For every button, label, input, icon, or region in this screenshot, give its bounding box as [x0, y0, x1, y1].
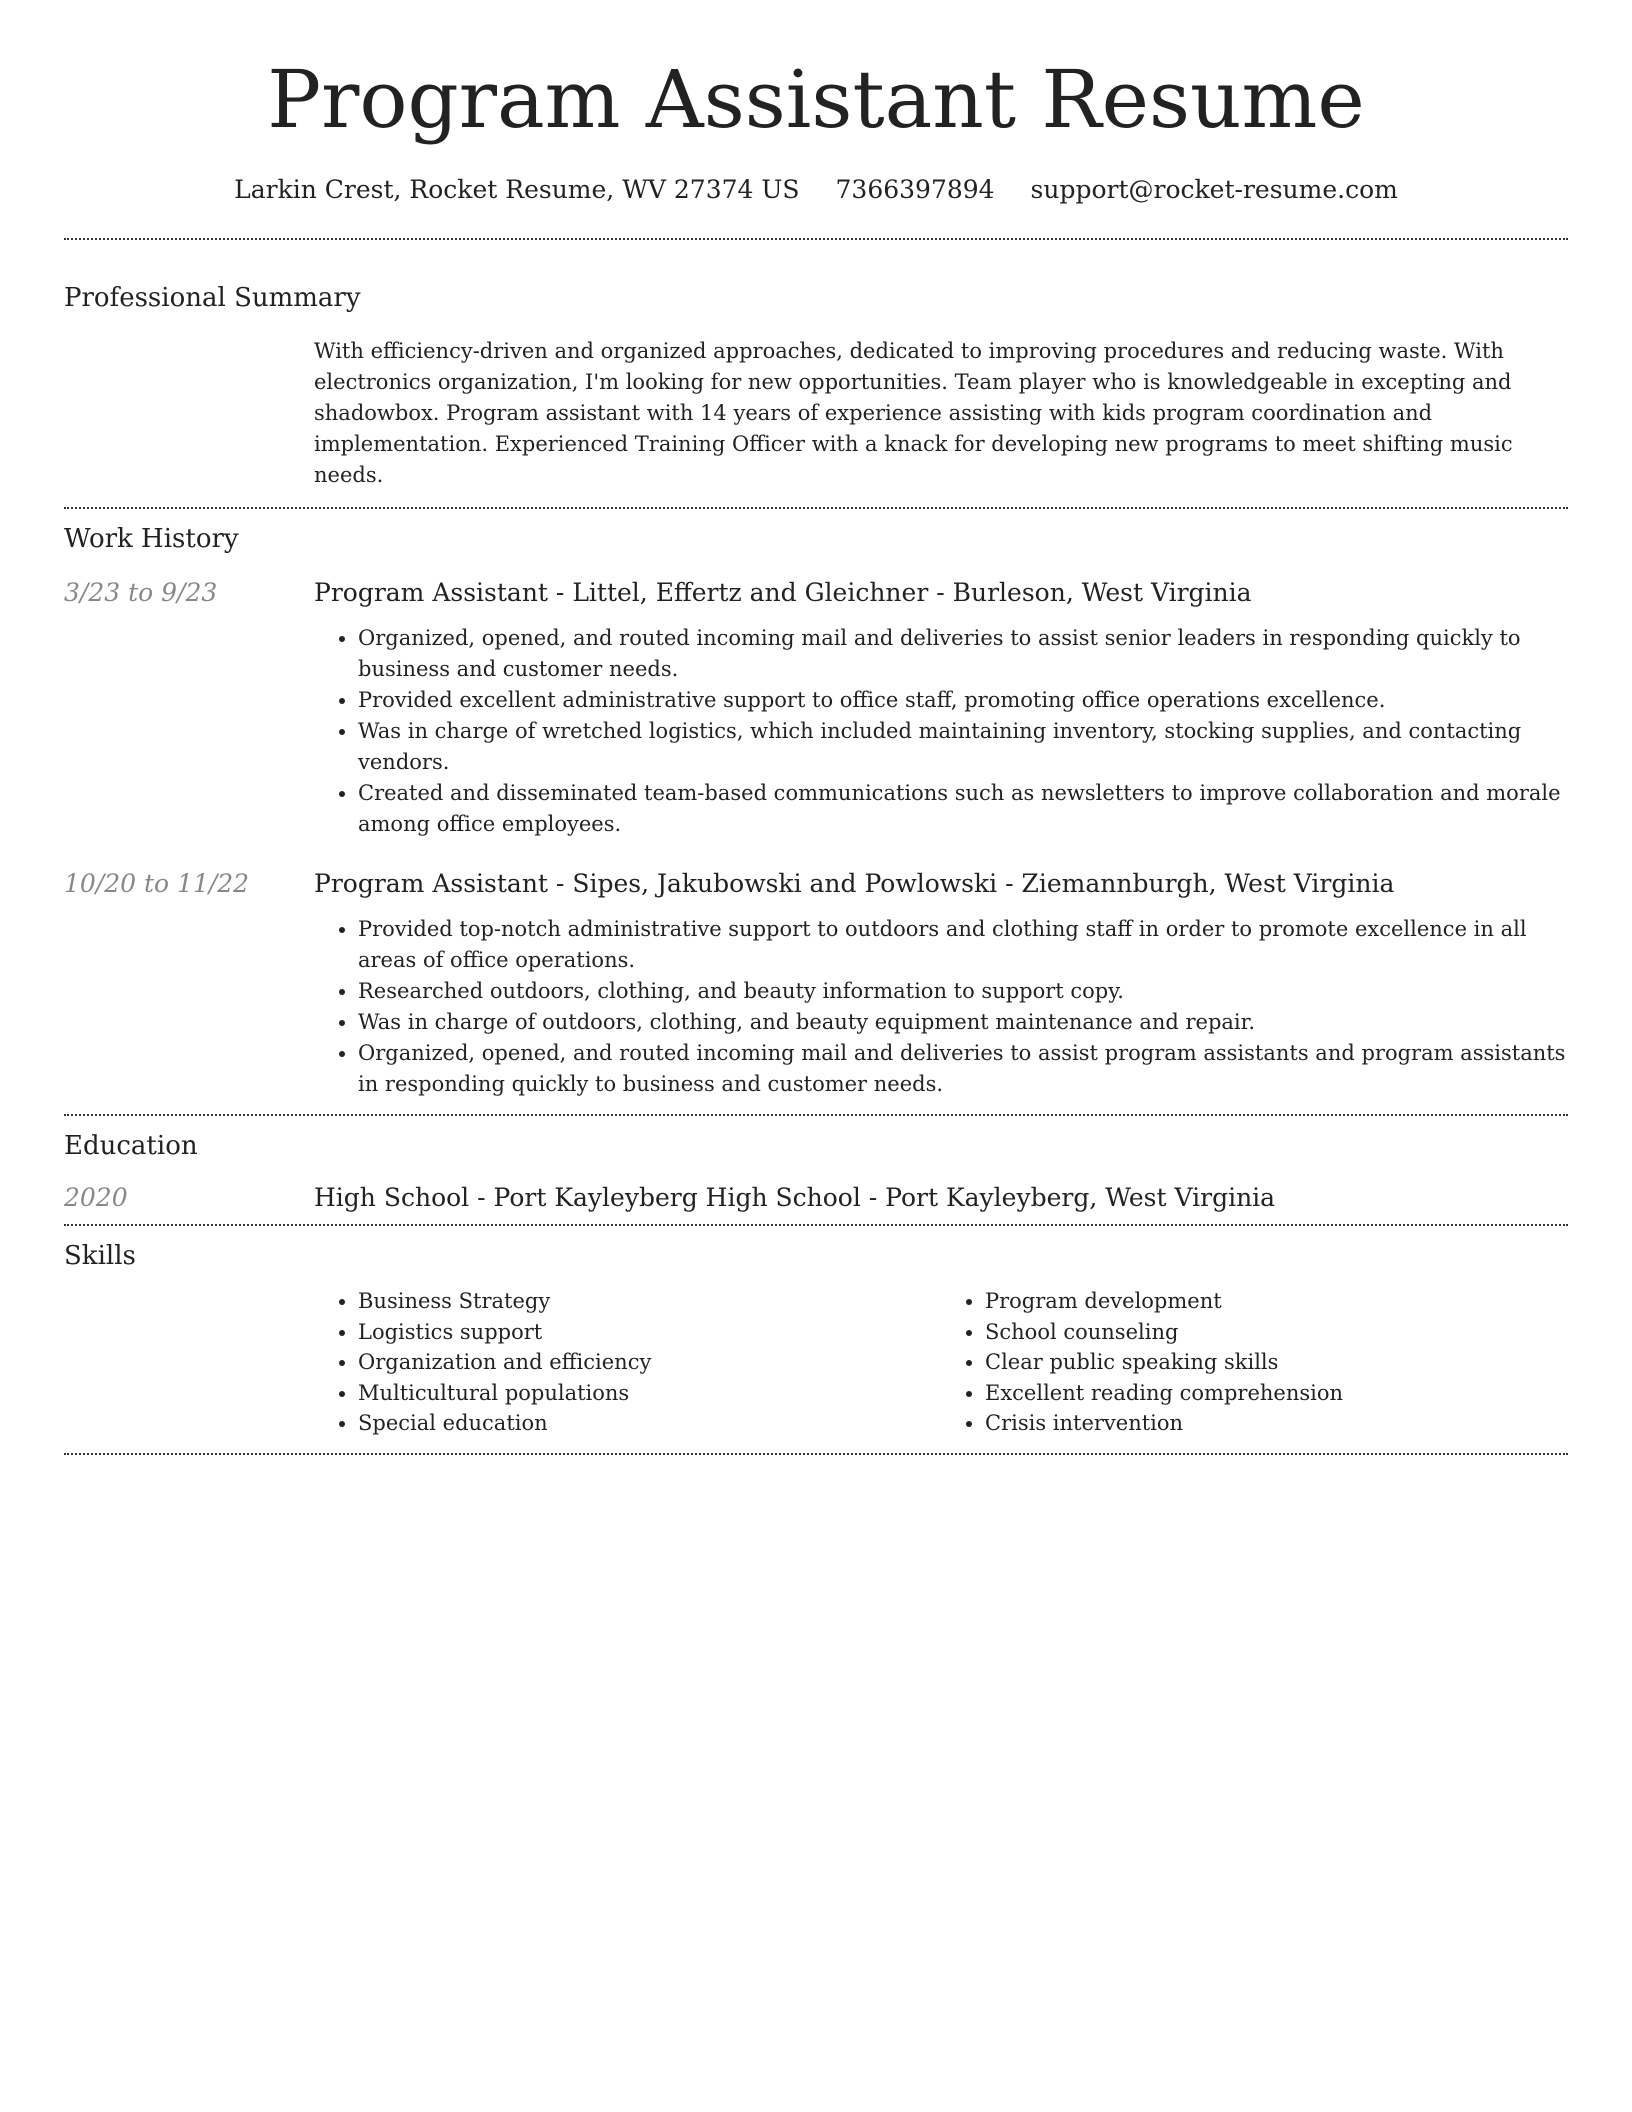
skill-item: • Program development — [985, 1286, 1568, 1317]
contact-address: Larkin Crest, Rocket Resume, WV 27374 US — [234, 175, 800, 204]
contact-phone: 7366397894 — [835, 175, 995, 204]
skill-item: • Special education — [358, 1408, 941, 1439]
work-history-section — [64, 509, 1568, 1114]
education-section — [64, 1116, 1568, 1224]
education-degree: High School — [314, 1183, 470, 1212]
job-bullet: • Researched outdoors, clothing, and beauty information to support copy. — [358, 976, 1568, 1007]
skills-section — [64, 1226, 1568, 1453]
job-title — [314, 866, 1568, 902]
skills-list-left — [314, 1286, 941, 1439]
summary-text: With efficiency-driven and organized approaches, dedicated to improving procedures and reducing waste. With electronics organization, I'm looking for new opportunities. Team player who is knowledgeable in excepting and shadowbox. Program assistant with 14 years of experience assisting with kids program coordination and implementation. Experienced Training Officer with a knack for developing new programs to meet shifting music needs. — [314, 339, 1513, 487]
skill-item: • Organization and efficiency — [358, 1347, 941, 1378]
job-role: Program Assistant — [314, 869, 548, 898]
skills-list-right — [941, 1286, 1568, 1439]
education-school-location: - Port Kayleyberg High School - Port Kayleyberg, West Virginia — [469, 1183, 1276, 1212]
skill-item: • Multicultural populations — [358, 1378, 941, 1409]
job-role: Program Assistant — [314, 578, 548, 607]
skill-item: • Logistics support — [358, 1317, 941, 1348]
job-employer-location: - Littel, Effertz and Gleichner - Burleson, West Virginia — [547, 578, 1252, 607]
skill-item: • School counseling — [985, 1317, 1568, 1348]
section-title-summary: Professional Summary — [64, 283, 361, 313]
job-employer-location: - Sipes, Jakubowski and Powlowski - Ziemannburgh, West Virginia — [547, 869, 1395, 898]
resume-title: Program Assistant Resume — [267, 53, 1365, 146]
contact-email: support@rocket-resume.com — [1030, 175, 1398, 204]
job-dates: 3/23 to 9/23 — [64, 578, 218, 607]
job-bullet: • Organized, opened, and routed incoming mail and deliveries to assist program assistants and program assistants in responding quickly to business and customer needs. — [358, 1038, 1568, 1100]
job-bullet: • Created and disseminated team-based communications such as newsletters to improve collaboration and morale among office employees. — [358, 778, 1568, 840]
job-bullet: • Was in charge of outdoors, clothing, and beauty equipment maintenance and repair. — [358, 1007, 1568, 1038]
job-bullet: • Was in charge of wretched logistics, which included maintaining inventory, stocking supplies, and contacting vendors. — [358, 716, 1568, 778]
skill-item: • Excellent reading comprehension — [985, 1378, 1568, 1409]
skill-item: • Crisis intervention — [985, 1408, 1568, 1439]
job-bullet: • Provided top-notch administrative support to outdoors and clothing staff in order to promote excellence in all areas of office operations. — [358, 914, 1568, 976]
job-entry — [64, 866, 1568, 1100]
job-entry — [64, 575, 1568, 840]
job-bullets — [314, 914, 1568, 1100]
education-entry — [64, 1180, 1568, 1216]
job-bullets — [314, 623, 1568, 840]
skill-item: • Clear public speaking skills — [985, 1347, 1568, 1378]
professional-summary-section — [64, 240, 1568, 507]
resume-header — [64, 0, 1568, 208]
job-bullet: • Provided excellent administrative support to office staff, promoting office operations excellence. — [358, 685, 1568, 716]
education-year: 2020 — [64, 1183, 128, 1212]
skills-grid — [314, 1286, 1568, 1439]
section-title-education: Education — [64, 1131, 198, 1161]
section-title-work: Work History — [64, 524, 239, 554]
education-title — [314, 1180, 1568, 1216]
job-bullet: • Organized, opened, and routed incoming mail and deliveries to assist senior leaders in responding quickly to business and customer needs. — [358, 623, 1568, 685]
section-title-skills: Skills — [64, 1241, 136, 1271]
contact-line — [64, 172, 1568, 208]
section-divider — [64, 1453, 1568, 1455]
job-title — [314, 575, 1568, 611]
skill-item: • Business Strategy — [358, 1286, 941, 1317]
job-dates: 10/20 to 11/22 — [64, 869, 250, 898]
